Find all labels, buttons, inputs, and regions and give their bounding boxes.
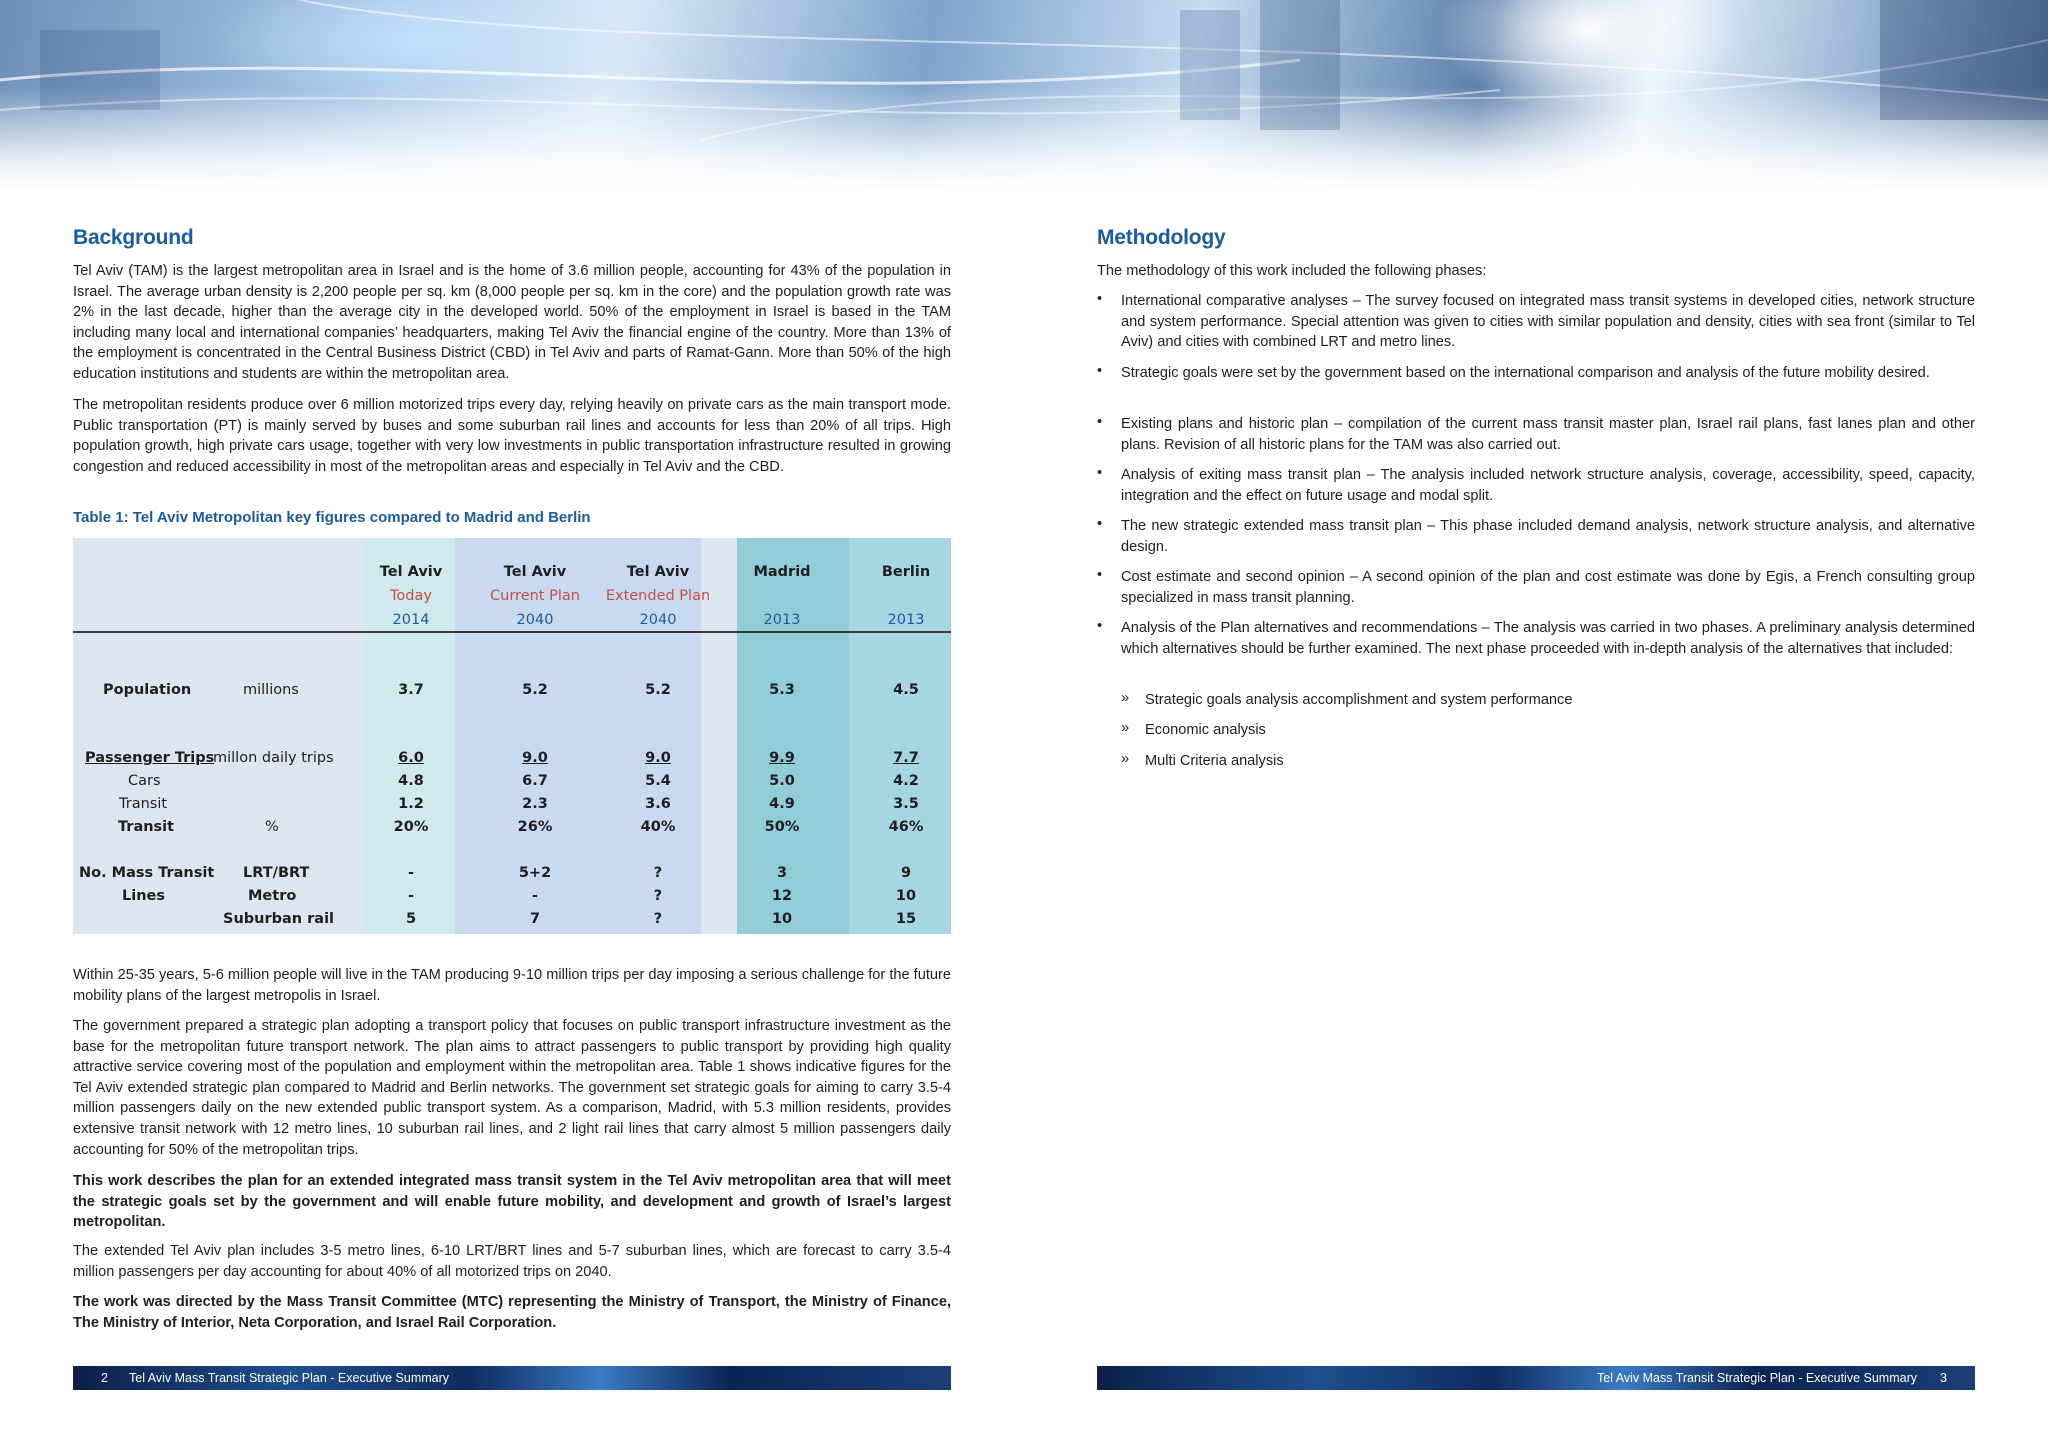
table-cell: 5.2: [645, 682, 671, 698]
sub-bullet-marker: »: [1121, 751, 1130, 767]
sub-bullet-text: Economic analysis: [1145, 722, 1266, 738]
light-streaks-graphic: [0, 0, 2048, 190]
table-cell: 9: [900, 865, 912, 881]
row-label-transit-share: Transit: [118, 819, 175, 835]
table-cell: 7.7: [893, 750, 919, 766]
bullet-text: The new strategic extended mass transit plan – This phase included demand analysis, network structure analysis, and alternative design.: [1121, 518, 1975, 555]
background-paragraph-2: The metropolitan residents produce over 6 million motorized trips every day, relying heavily on private cars as the main transport mode. Public transportation (PT) is mainly served by buses and some suburban rail lines and accounts for less than 20% of all trips. High population growth, high private cars usage, together with very low investments in public transportation infrastructure resulted in growing congestion and reduced accessibility in most of the metropolitan areas and especially in Tel Aviv and the CBD.: [73, 397, 951, 475]
table-cell: 4.8: [398, 773, 424, 789]
bullet-text: Existing plans and historic plan – compilation of the current mass transit master plan, Israel rail plans, fast lanes plan and other plans. Revision of all historic plans for the TAM was also carried out.: [1121, 416, 1975, 453]
table-cell: 1.2: [398, 796, 424, 812]
background-paragraph-5: This work describes the plan for an extended integrated mass transit system in the Tel Aviv metropolitan area that will meet the strategic goals set by the government and will enable future mobility, and development and growth of Israel’s largest metropolitan.: [73, 1173, 951, 1231]
sub-bullet-marker: »: [1121, 690, 1130, 706]
page-number-left: 2: [101, 1371, 108, 1385]
bullet-text: Analysis of the Plan alternatives and recommendations – The analysis was carried in two phases. A preliminary analysis determined which alternatives should be further examined. The next phase proceeded with in-depth analysis of the alternatives that included:: [1121, 620, 1975, 657]
table-cell: 4.9: [769, 796, 795, 812]
table-cell: 26%: [517, 819, 553, 835]
page-number-right: 3: [1940, 1371, 1947, 1385]
col-header-sub: Today: [390, 588, 432, 604]
table-cell: 3: [776, 865, 788, 881]
header-divider-line: [73, 631, 951, 633]
table-caption: Table 1: Tel Aviv Metropolitan key figures compared to Madrid and Berlin: [73, 509, 591, 526]
table-cell: ?: [653, 865, 663, 881]
bullet-marker: •: [1097, 291, 1103, 307]
col-header-sub: Current Plan: [490, 588, 580, 604]
row-unit-percent: %: [265, 819, 279, 835]
table-cell: 15: [895, 911, 917, 927]
col-header-name: Tel Aviv: [379, 564, 443, 580]
header-banner-image: [0, 0, 2048, 190]
table-cell: 20%: [393, 819, 429, 835]
table-cell: 5.3: [769, 682, 795, 698]
table-cell: 7: [529, 911, 541, 927]
bullet-marker: •: [1097, 567, 1103, 583]
table-cell: -: [407, 888, 415, 904]
row-unit-suburban-rail: Suburban rail: [223, 911, 335, 927]
footer-left: [73, 1366, 951, 1390]
row-label-cars: Cars: [128, 773, 161, 789]
table-cell: 9.0: [645, 750, 671, 766]
table-cell: 50%: [764, 819, 800, 835]
table-cell: 5.4: [645, 773, 671, 789]
table-cell: 40%: [640, 819, 676, 835]
bullet-text: International comparative analyses – The survey focused on integrated mass transit systems in developed cities, network structure and system performance. Special attention was given to cities with similar population and density, cities with sea front (similar to Tel Aviv) and cities with combined LRT and metro lines.: [1121, 293, 1975, 351]
sub-bullet-text: Strategic goals analysis accomplishment and system performance: [1145, 692, 1573, 708]
table-cell: 5+2: [518, 865, 552, 881]
table-cell: 9.0: [522, 750, 548, 766]
table-cell: 5: [405, 911, 417, 927]
table-cell: 2.3: [522, 796, 548, 812]
table-cell: 46%: [888, 819, 924, 835]
row-unit-lrt-brt: LRT/BRT: [243, 865, 310, 881]
bullet-marker: •: [1097, 465, 1103, 481]
table-cell: ?: [653, 888, 663, 904]
footer-right: [1097, 1366, 1975, 1390]
sub-bullet-text: Multi Criteria analysis: [1145, 753, 1284, 769]
table-cell: ?: [653, 911, 663, 927]
background-paragraph-4: The government prepared a strategic plan adopting a transport policy that focuses on public transport infrastructure investment as the base for the metropolitan future transport network. The plan aims to attract passengers to public transport by providing high quality attractive service covering most of the population and employment within the metropolitan area. Table 1 shows indicative figures for the Tel Aviv extended strategic plan compared to Madrid and Berlin networks. The government set strategic goals for aiming to carry 3.5-4 million passengers daily on the new extended public transport system. As a comparison, Madrid, with 5.3 million residents, provides extensive transit network with 12 metro lines, 10 suburban rail lines, and 2 light rail lines that carry almost 5 million passengers daily accounting for 50% of the metropolitan trips.: [73, 1018, 951, 1158]
background-paragraph-7: The work was directed by the Mass Transit Committee (MTC) representing the Ministry of Transport, the Ministry of Finance, The Ministry of Interior, Neta Corporation, and Israel Rail Corporation.: [73, 1294, 951, 1331]
footer-title-right: Tel Aviv Mass Transit Strategic Plan - Executive Summary: [1596, 1371, 1917, 1385]
row-label-transit: Transit: [119, 796, 168, 812]
col-header-year: 2040: [639, 612, 677, 628]
table-cell: 4.2: [893, 773, 919, 789]
table-cell: 3.5: [893, 796, 919, 812]
background-paragraph-1: Tel Aviv (TAM) is the largest metropolitan area in Israel and is the home of 3.6 million people, accounting for 43% of the population in Israel. The average urban density is 2,200 people per sq. km (8,000 people per sq. km in the core) and the population growth rate was 2% in the last decade, higher than the average city in the developed world. 50% of the employment in Israel is based in the TAM including many local and international companies’ headquarters, making Tel Aviv the financial engine of the country. More than 13% of the employment is concentrated in the Central Business District (CBD) in Tel Aviv and parts of Ramat-Gann. More than 50% of the high education institutions and students are within the metropolitan area.: [73, 263, 951, 382]
col-header-year: 2013: [887, 612, 925, 628]
row-unit-metro: Metro: [248, 888, 297, 904]
col-header-name: Madrid: [753, 564, 811, 580]
table-cell: 3.7: [398, 682, 424, 698]
background-heading: Background: [73, 226, 194, 249]
row-label-lines: Lines: [122, 888, 165, 904]
background-paragraph-3: Within 25-35 years, 5-6 million people will live in the TAM producing 9-10 million trips per day imposing a serious challenge for the future mobility plans of the largest metropolis in Israel.: [73, 967, 951, 1004]
row-label-passenger-trips: Passenger Trips: [85, 750, 215, 766]
footer-title-left: Tel Aviv Mass Transit Strategic Plan - Executive Summary: [129, 1371, 450, 1385]
table-cell: 3.6: [645, 796, 671, 812]
table-cell: 10: [895, 888, 917, 904]
col-header-sub: Extended Plan: [605, 588, 711, 604]
col-header-name: Berlin: [881, 564, 931, 580]
table-cell: 6.0: [398, 750, 424, 766]
bullet-marker: •: [1097, 363, 1103, 379]
table-cell: 9.9: [769, 750, 795, 766]
row-unit-population: millions: [243, 682, 299, 698]
key-figures-table: [73, 538, 951, 934]
bullet-marker: •: [1097, 618, 1103, 634]
bullet-text: Analysis of exiting mass transit plan – The analysis included network structure analysis, coverage, accessibility, speed, capacity, integration and the effect on future usage and modal split.: [1121, 467, 1975, 504]
row-label-mass-transit: No. Mass Transit: [79, 865, 215, 881]
col-header-year: 2013: [763, 612, 801, 628]
methodology-intro: The methodology of this work included the following phases:: [1097, 263, 1487, 279]
row-unit-passenger-trips: millon daily trips: [213, 750, 334, 766]
table-cell: 10: [771, 911, 793, 927]
background-paragraph-6: The extended Tel Aviv plan includes 3-5 metro lines, 6-10 LRT/BRT lines and 5-7 suburban lines, which are forecast to carry 3.5-4 million passengers per day accounting for about 40% of all motorized trips on 2040.: [73, 1243, 951, 1280]
bullet-text: Strategic goals were set by the government based on the international comparison and analysis of the future mobility desired.: [1121, 365, 1930, 381]
bullet-marker: •: [1097, 414, 1103, 430]
methodology-heading: Methodology: [1097, 226, 1226, 249]
col-header-year: 2014: [392, 612, 430, 628]
bullet-text: Cost estimate and second opinion – A second opinion of the plan and cost estimate was done by Egis, a French consulting group specialized in mass transit planning.: [1121, 569, 1975, 606]
col-header-year: 2040: [516, 612, 554, 628]
table-cell: 5.2: [522, 682, 548, 698]
table-cell: -: [407, 865, 415, 881]
row-label-population: Population: [103, 682, 192, 698]
sub-bullet-marker: »: [1121, 720, 1130, 736]
col-header-name: Tel Aviv: [626, 564, 690, 580]
table-cell: 4.5: [893, 682, 919, 698]
col-header-name: Tel Aviv: [503, 564, 567, 580]
table-cell: -: [531, 888, 539, 904]
table-cell: 5.0: [769, 773, 795, 789]
table-cell: 12: [771, 888, 793, 904]
bullet-marker: •: [1097, 516, 1103, 532]
table-cell: 6.7: [522, 773, 548, 789]
